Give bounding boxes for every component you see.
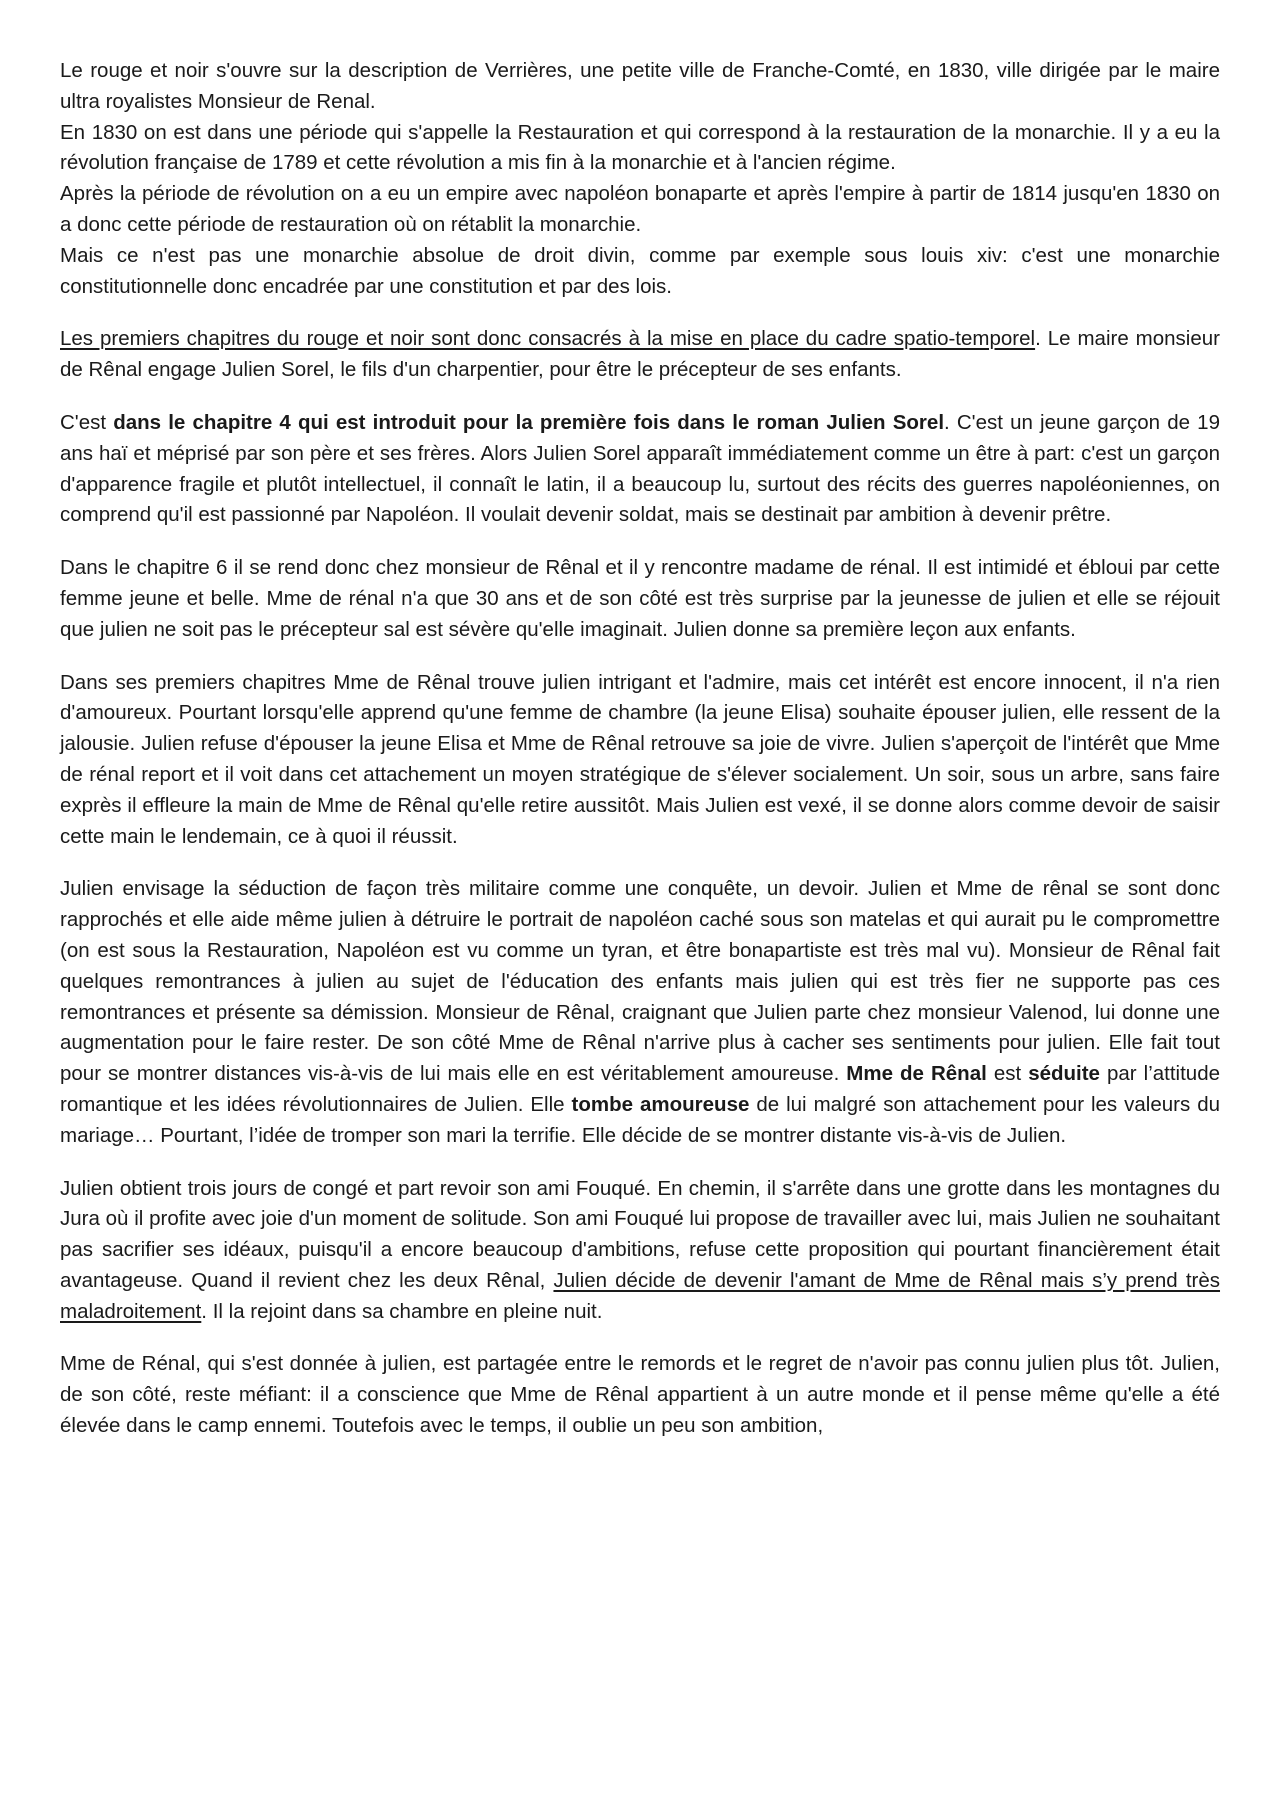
paragraph-text: est (986, 1062, 1029, 1086)
document-page (60, 56, 1220, 1442)
paragraph-remords: Mme de Rénal, qui s'est donnée à julien, est partagée entre le remords et le regret de n'avoir pas connu julien plus tôt. Julien, de son côté, reste méfiant: il a conscience que Mme de Rênal appartient à un autre monde et il pense même qu'elle a été élevée dans le camp ennemi. Toutefois avec le temps, il oublie un peu son ambition, (60, 1352, 1220, 1438)
bold-text: dans le chapitre 4 qui est introduit pour la première fois dans le roman Julien Sorel (113, 410, 945, 434)
paragraph-monarchie-constitutionnelle: Mais ce n'est pas une monarchie absolue de droit divin, comme par exemple sous louis xiv: c'est une monarchie constitutionnelle donc encadrée par une constitution et par des lois. (60, 243, 1220, 298)
paragraph-restauration: En 1830 on est dans une période qui s'appelle la Restauration et qui correspond à la restauration de la monarchie. Il y a eu la révolution française de 1789 et cette révolution a mis fin à la monarchie et à l'ancien régime. (60, 120, 1220, 175)
paragraph-text: . Le maire monsieur de Rênal engage Julien Sorel, le fils d'un charpentier, pour être le précepteur de ses enfants. (60, 327, 1220, 382)
paragraph-text: C'est (60, 410, 114, 434)
underlined-text: Les premiers chapitres du rouge et noir sont donc consacrés à la mise en place du cadre spatio-temporel (60, 327, 1036, 351)
paragraph-intro-verrieres: Le rouge et noir s'ouvre sur la description de Verrières, une petite ville de Franche-Comté, en 1830, ville dirigée par le maire ultra royalistes Monsieur de Renal. (60, 59, 1220, 113)
paragraph-text: par l’attitude romantique et les idées révolutionnaires de Julien. Elle (60, 1062, 1220, 1116)
bold-text: tombe amoureuse (571, 1092, 750, 1116)
paragraph-seduction (60, 874, 1220, 1151)
paragraph-chapitre-6: Dans le chapitre 6 il se rend donc chez monsieur de Rênal et il y rencontre madame de rénal. Il est intimidé et ébloui par cette femme jeune et belle. Mme de rénal n'a que 30 ans et de son côté est très surprise par la jeunesse de julien et elle se réjouit que julien ne soit pas le précepteur sal est sévère qu'elle imaginait. Julien donne sa première leçon aux enfants. (60, 556, 1220, 641)
underlined-text: Julien décide de devenir l'amant de Mme de Rênal mais s’y prend très maladroitement (60, 1268, 1221, 1323)
paragraph-empire: Après la période de révolution on a eu un empire avec napoléon bonaparte et après l'empire à partir de 1814 jusqu'en 1830 on a donc cette période de restauration où on rétablit la monarchie. (60, 182, 1220, 236)
paragraph-text: Julien envisage la séduction de façon très militaire comme une conquête, un devoir. Julien et Mme de rênal se sont donc rapprochés et elle aide même julien à détruire le portrait de napoléon caché sous son matelas et qui aurait pu le compromettre (on est sous la Restauration, Napoléon est vu comme un tyran, et être bonapartiste est très mal vu). Monsieur de Rênal fait quelques remontrances à julien au sujet de l'éducation des enfants mais julien qui est très fier ne supporte pas ces remontrances et présente sa démission. Monsieur de Rênal, craignant que Julien parte chez monsieur Valenod, lui donne une augmentation pour le faire rester. De son côté Mme de Rênal n'arrive plus à cacher ses sentiments pour julien. Elle fait tout pour se montrer distances vis-à-vis de lui mais elle en est véritablement amoureuse. (60, 877, 1220, 1086)
paragraph-text: . C'est un jeune garçon de 19 ans haï et méprisé par son père et ses frères. Alors Julien Sorel apparaît immédiatement comme un être à part: c'est un garçon d'apparence fragile et plutôt intellectuel, il connaît le latin, il a beaucoup lu, surtout des récits des guerres napoléoniennes, on comprend qu'il est passionné par Napoléon. Il voulait devenir soldat, mais se destinait par ambition à devenir prêtre. (60, 410, 1220, 527)
paragraph-chapitre-4 (60, 408, 1220, 531)
bold-text: Mme de Rênal (846, 1062, 987, 1086)
paragraph-text: Julien obtient trois jours de congé et part revoir son ami Fouqué. En chemin, il s'arrête dans une grotte dans les montagnes du Jura où il profite avec joie d'un moment de solitude. Son ami Fouqué lui propose de travailler avec lui, mais Julien ne souhaitant pas sacrifier ses idéaux, puisqu'il a encore beaucoup d'ambitions, refuse cette proposition qui pourtant financièrement était avantageuse. Quand il revient chez les deux Rênal, (60, 1176, 1220, 1292)
bold-text: séduite (1028, 1062, 1100, 1086)
paragraph-text: . Il la rejoint dans sa chambre en pleine nuit. (201, 1299, 603, 1323)
paragraph-premiers-chapitres (60, 324, 1220, 386)
paragraph-text: de lui malgré son attachement pour les valeurs du mariage… Pourtant, l’idée de tromper son mari la terrifie. Elle décide de se montrer distante vis-à-vis de Julien. (60, 1092, 1220, 1147)
paragraph-jalousie: Dans ses premiers chapitres Mme de Rênal trouve julien intrigant et l'admire, mais cet intérêt est encore innocent, il n'a rien d'amoureux. Pourtant lorsqu'elle apprend qu'une femme de chambre (la jeune Elisa) souhaite épouser julien, elle ressent de la jalousie. Julien refuse d'épouser la jeune Elisa et Mme de Rênal retrouve sa joie de vivre. Julien s'aperçoit de l'intérêt que Mme de rénal report et il voit dans cet attachement un moyen stratégique de s'élever socialement. Un soir, sous un arbre, sans faire exprès il effleure la main de Mme de Rênal qu'elle retire aussitôt. Mais Julien est vexé, il se donne alors comme devoir de saisir cette main le lendemain, ce à quoi il réussit. (60, 670, 1220, 848)
paragraph-fouque (60, 1174, 1220, 1328)
